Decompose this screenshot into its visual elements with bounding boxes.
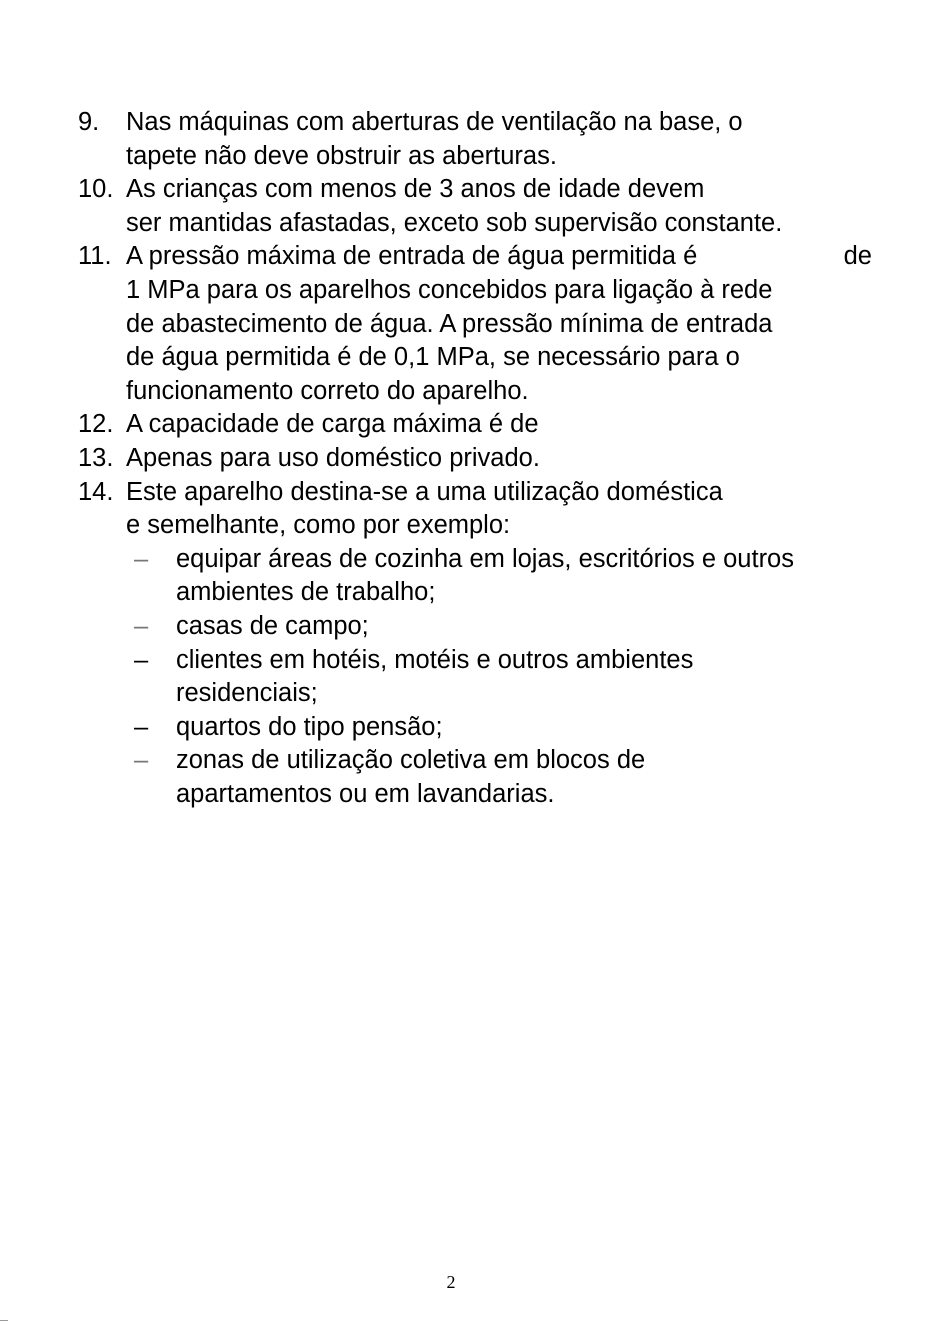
dash-bullet: –	[134, 712, 149, 741]
item-line: 1 MPa para os aparelhos concebidos para ligação à rede	[126, 275, 773, 304]
dash-bullet: –	[134, 645, 149, 674]
item-line: ser mantidas afastadas, exceto sob supervisão constante.	[126, 208, 783, 237]
sub-list-item	[126, 744, 898, 811]
list-item-12	[78, 408, 898, 442]
sub-item-line: clientes em hotéis, motéis e outros ambientes	[176, 645, 694, 674]
item-line: de abastecimento de água. A pressão mínima de entrada	[126, 309, 773, 338]
item-line: tapete não deve obstruir as aberturas.	[126, 141, 557, 170]
item-line: de água permitida é de 0,1 MPa, se necessário para o	[126, 343, 740, 372]
page-number: 2	[446, 1272, 456, 1292]
item-line-left: A pressão máxima de entrada de água permitida é	[126, 242, 698, 271]
list-item-10	[78, 173, 898, 240]
sub-list-item	[126, 711, 898, 745]
dash-bullet: –	[134, 544, 149, 573]
item-number: 12.	[78, 410, 114, 439]
item-line: As crianças com menos de 3 anos de idade devem	[126, 175, 705, 204]
item-number: 11.	[78, 242, 112, 271]
scan-edge-mark	[0, 1320, 8, 1321]
sub-item-line: casas de campo;	[176, 611, 369, 640]
sub-item-line: equipar áreas de cozinha em lojas, escritórios e outros	[176, 544, 794, 573]
dash-bullet: –	[134, 746, 149, 775]
list-item-14	[78, 476, 898, 812]
item-line: Este aparelho destina-se a uma utilização doméstica	[126, 477, 723, 506]
item-first-line	[126, 240, 872, 274]
item-number: 13.	[78, 443, 114, 472]
sub-list-item	[126, 644, 898, 711]
item-line: funcionamento correto do aparelho.	[126, 376, 529, 405]
sub-item-line: residenciais;	[176, 679, 318, 708]
list-item-11	[78, 240, 898, 408]
list-item-9	[78, 106, 898, 173]
item-line: Apenas para uso doméstico privado.	[126, 443, 540, 472]
sub-list-item	[126, 543, 898, 610]
item-number: 9.	[78, 108, 100, 136]
dash-bullet: –	[134, 611, 149, 640]
item-line: Nas máquinas com aberturas de ventilação na base, o	[126, 108, 743, 136]
instruction-list	[78, 106, 898, 811]
item-line: e semelhante, como por exemplo:	[126, 511, 511, 540]
usage-examples-list	[126, 543, 898, 812]
list-item-13	[78, 442, 898, 476]
item-number: 10.	[78, 175, 114, 204]
item-line: A capacidade de carga máxima é de	[126, 410, 539, 439]
sub-item-line: apartamentos ou em lavandarias.	[176, 779, 555, 808]
item-number: 14.	[78, 477, 114, 506]
sub-item-line: zonas de utilização coletiva em blocos de	[176, 746, 646, 775]
sub-list-item	[126, 610, 898, 644]
item-line-right: de	[843, 242, 872, 271]
sub-item-line: quartos do tipo pensão;	[176, 712, 443, 741]
sub-item-line: ambientes de trabalho;	[176, 578, 436, 607]
